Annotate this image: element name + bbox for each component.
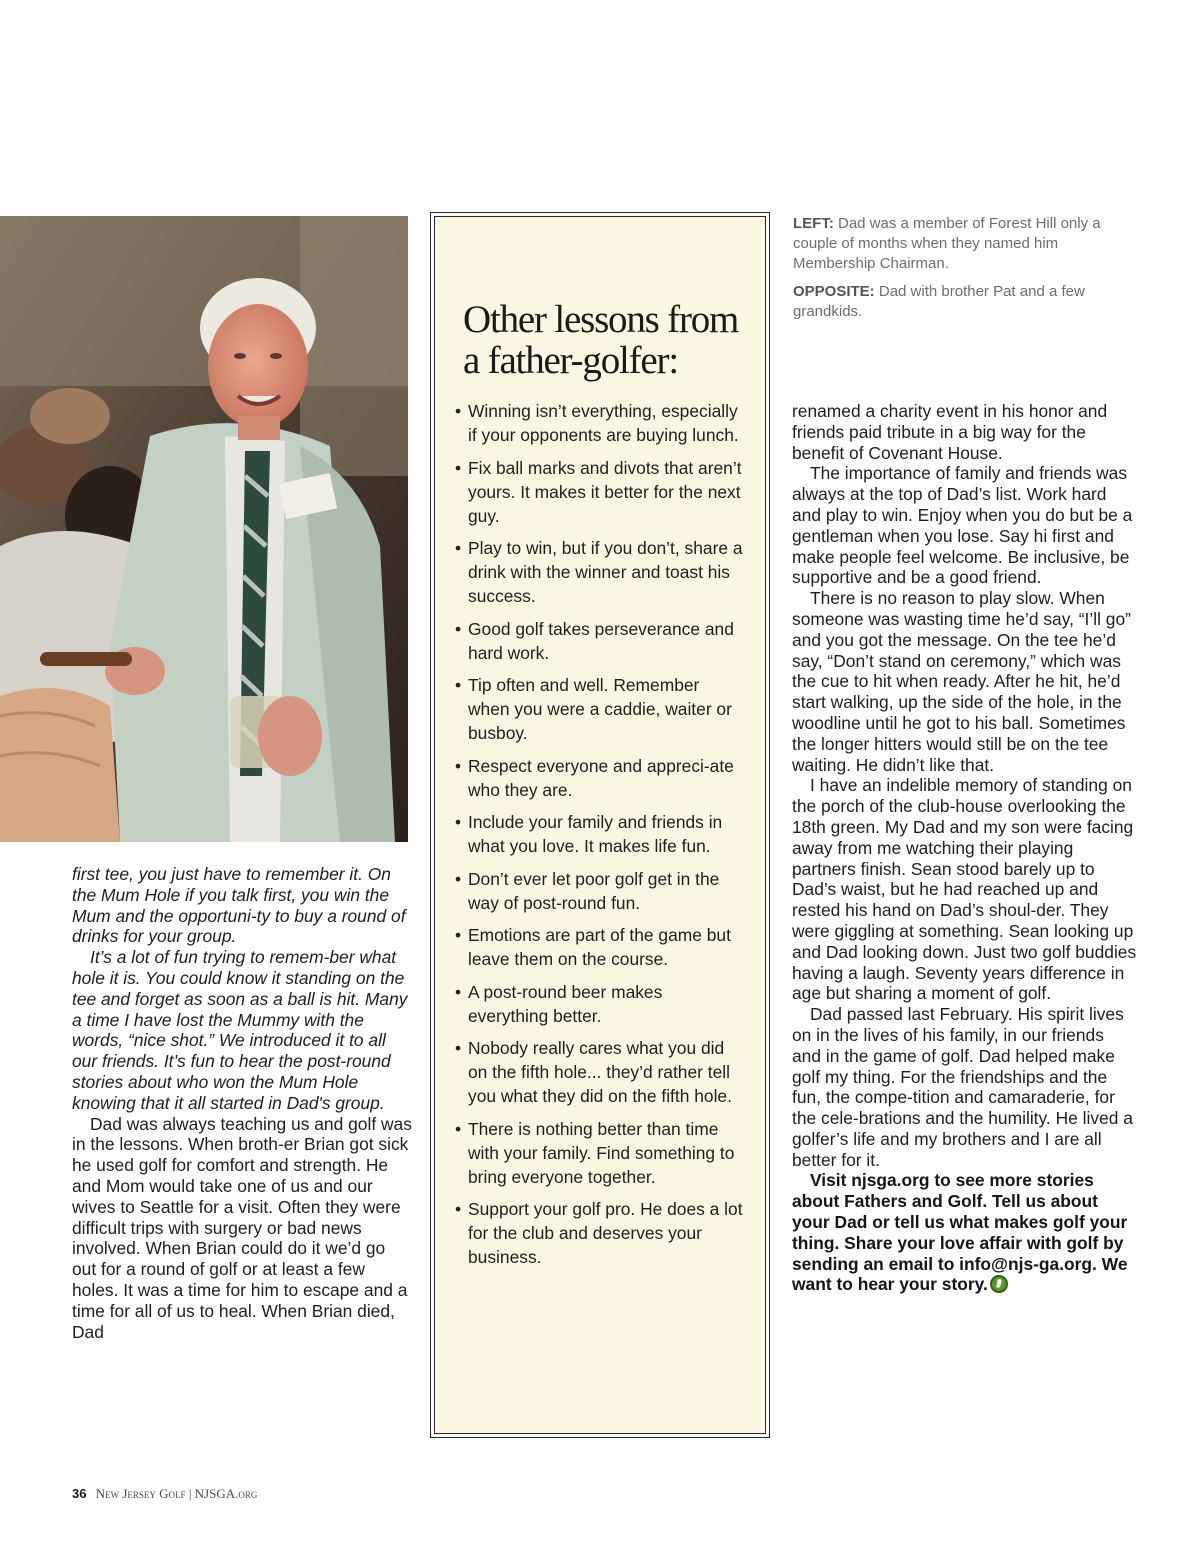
right-paragraph-4: I have an indelible memory of standing on the porch of the club-house overlooking the 18th green. My Dad and my son were facing away from me watching their playing partners finish. Sean stood barely up to Dad’s waist, but he had reached up and rested his hand on Dad’s shoul-der. They were giggling at something. Sean looking up and Dad looking down. Just two golf buddies having a laugh. Seventy years difference in age but sharing a moment of golf.	[792, 775, 1137, 1004]
lesson-text: Include your family and friends in what you love. It makes life fun.	[468, 812, 723, 856]
lesson-item	[457, 617, 743, 665]
bullet-icon: •	[455, 401, 462, 421]
lesson-item	[457, 399, 743, 447]
lesson-text: There is nothing better than time with your family. Find something to bring everyone together.	[468, 1118, 735, 1187]
right-paragraph-1: renamed a charity event in his honor and friends paid tribute in a big way for the benefit of Covenant House.	[792, 401, 1108, 463]
sidebar-title	[463, 299, 743, 381]
lessons-sidebar-inner	[434, 216, 766, 1434]
lesson-text: Fix ball marks and divots that aren’t yours. It makes it better for the next guy.	[468, 457, 742, 526]
footer-separator: |	[188, 1486, 192, 1501]
caption-left-text: Dad was a member of Forest Hill only a couple of months when they named him Membership Chairman.	[793, 215, 1101, 272]
caption-left-label: LEFT:	[793, 215, 834, 232]
lesson-item	[457, 754, 743, 802]
nj-end-mark-icon	[990, 1275, 1008, 1293]
left-paragraph-3: Dad was always teaching us and golf was in the lessons. When broth-er Brian got sick he used golf for comfort and strength. He and Mom would take one of us and our wives to Seattle for a visit. Often they were difficult trips with surgery or bad news involved. When Brian could do it we’d go out for a round of golf or at least a few holes. It was a time for him to escape and a time for all of us to heal. When Brian died, Dad	[72, 1113, 412, 1342]
lesson-item	[457, 456, 743, 528]
lessons-sidebar	[430, 212, 770, 1438]
lesson-text: Emotions are part of the game but leave them on the course.	[468, 925, 731, 969]
lesson-text: Don’t ever let poor golf get in the way of post-round fun.	[468, 868, 720, 913]
lesson-item	[457, 810, 743, 858]
bullet-icon: •	[455, 981, 462, 1002]
lessons-list	[457, 399, 743, 1269]
caption-left	[793, 214, 1123, 274]
bullet-icon: •	[455, 755, 462, 776]
lesson-item	[457, 923, 743, 971]
caption-opposite-label: OPPOSITE:	[793, 283, 875, 300]
magazine-name: New Jersey Golf	[95, 1486, 186, 1501]
bullet-icon: •	[455, 1118, 462, 1139]
sidebar-title-line-1: Other lessons from	[463, 298, 739, 341]
lesson-text: Support your golf pro. He does a lot for the club and deserves your business.	[468, 1199, 743, 1267]
bullet-icon: •	[455, 925, 462, 945]
article-column-right	[792, 401, 1137, 1295]
lesson-item	[457, 1197, 743, 1269]
bullet-icon: •	[455, 675, 462, 695]
left-paragraph-1: first tee, you just have to remember it. On the Mum Hole if you talk first, you win the Mum and the opportuni-ty to buy a round of drinks for your group.	[72, 864, 406, 947]
bullet-icon: •	[455, 538, 462, 558]
lesson-item	[457, 1036, 743, 1108]
bullet-icon: •	[455, 812, 462, 832]
lesson-item	[457, 980, 743, 1028]
lesson-text: Good golf takes perseverance and hard work.	[468, 618, 734, 663]
caption-opposite-text: Dad with brother Pat and a few grandkids.	[793, 283, 1085, 320]
caption-opposite	[793, 282, 1123, 322]
bullet-icon: •	[455, 1199, 462, 1219]
bullet-icon: •	[455, 618, 462, 639]
right-paragraph-5: Dad passed last February. His spirit lives on in the lives of his family, in our friends and in the game of golf. Dad helped make golf my thing. For the friendships and the fun, the compe-tition and camaraderie, for the cele-brations and the humility. He lived a golfer’s life and my brothers and I are all better for it.	[792, 1004, 1133, 1170]
page-footer	[72, 1486, 257, 1502]
lesson-text: Respect everyone and appreci-ate who they are.	[468, 755, 734, 800]
photo-illustration	[0, 216, 408, 842]
lesson-text: Winning isn’t everything, especially if your opponents are buying lunch.	[468, 401, 739, 445]
lesson-text: Nobody really cares what you did on the fifth hole... they’d rather tell you what they did on the fifth hole.	[468, 1038, 732, 1106]
bullet-icon: •	[455, 457, 462, 478]
right-paragraph-3: There is no reason to play slow. When someone was wasting time he’d say, “I’ll go” and you got the message. On the tee he’d say, “Don’t stand on ceremony,” which was the cue to hit when ready. After he hit, he’d start walking, up the side of the hole, in the woodline until he got to his ball. Sometimes the longer hitters would still be on the tee waiting. He didn’t like that.	[792, 588, 1131, 775]
page-number: 36	[72, 1486, 87, 1501]
right-paragraph-2: The importance of family and friends was always at the top of Dad’s list. Work hard and play to win. Enjoy when you do but be a gentleman when you lose. Say hi first and make people feel welcome. Be inclusive, be supportive and be a good friend.	[792, 463, 1133, 588]
lesson-text: A post-round beer makes everything better.	[468, 981, 663, 1026]
sidebar-title-line-2: a father-golfer:	[463, 339, 678, 382]
photo-dad-with-cigar	[0, 216, 408, 842]
photo-caption	[793, 214, 1123, 330]
footer-site: NJSGA.org	[194, 1486, 258, 1501]
call-to-action	[792, 1170, 1137, 1295]
bullet-icon: •	[455, 868, 462, 889]
bullet-icon: •	[455, 1038, 462, 1058]
lesson-item	[457, 536, 743, 608]
left-paragraph-2: It’s a lot of fun trying to remem-ber what hole it is. You could know it standing on the tee and forget as soon as a ball is hit. Many a time I have lost the Mummy with the words, “nice shot.” We introduced it to all our friends. It’s fun to hear the post-round stories about who won the Mum Hole knowing that it all started in Dad's group.	[72, 947, 408, 1113]
lesson-text: Tip often and well. Remember when you were a caddie, waiter or busboy.	[468, 675, 732, 743]
call-to-action-text: Visit njsga.org to see more stories about Fathers and Golf. Tell us about your Dad or tell us what makes golf your thing. Share your love affair with golf by sending an email to info@njs-ga.org. We want to hear your story.	[792, 1170, 1128, 1295]
lesson-item	[457, 673, 743, 745]
article-column-left	[72, 864, 412, 1342]
lesson-text: Play to win, but if you don’t, share a drink with the winner and toast his success.	[468, 538, 743, 606]
lesson-item	[457, 867, 743, 915]
lesson-item	[457, 1117, 743, 1189]
